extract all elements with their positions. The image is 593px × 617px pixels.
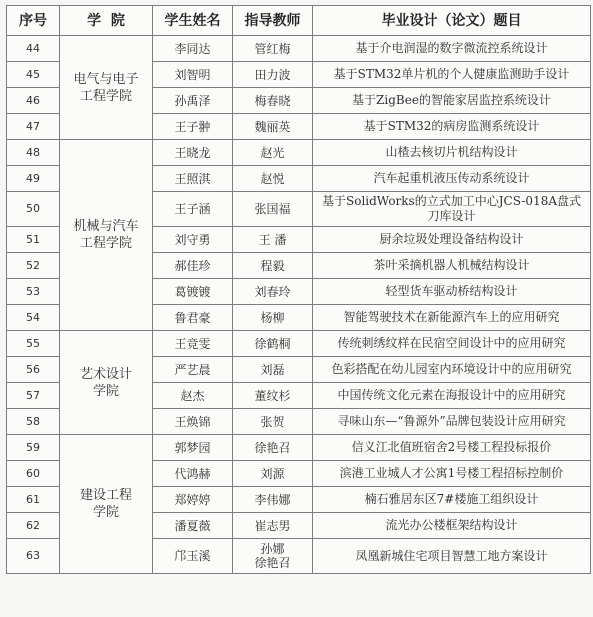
advisor-name: 杨柳 <box>233 305 313 331</box>
thesis-title: 楠石雅居东区7#楼施工组织设计 <box>313 487 591 513</box>
student-name: 潘夏薇 <box>153 513 233 539</box>
advisor-name: 徐艳召 <box>233 435 313 461</box>
thesis-title: 凤凰新城住宅项目智慧工地方案设计 <box>313 539 591 574</box>
advisor-name: 张国福 <box>233 192 313 227</box>
advisor-name: 田力波 <box>233 62 313 88</box>
student-name: 代鸿赫 <box>153 461 233 487</box>
row-number: 45 <box>7 62 60 88</box>
advisor-name: 董纹杉 <box>233 383 313 409</box>
thesis-title: 传统刺绣纹样在民宿空间设计中的应用研究 <box>313 331 591 357</box>
row-number: 50 <box>7 192 60 227</box>
thesis-title: 山楂去核切片机结构设计 <box>313 140 591 166</box>
thesis-title: 信义江北值班宿舍2号楼工程投标报价 <box>313 435 591 461</box>
advisor-name: 赵悦 <box>233 166 313 192</box>
row-number: 55 <box>7 331 60 357</box>
row-number: 51 <box>7 227 60 253</box>
advisor-name: 李伟娜 <box>233 487 313 513</box>
row-number: 52 <box>7 253 60 279</box>
row-number: 44 <box>7 36 60 62</box>
student-name: 鲁君豪 <box>153 305 233 331</box>
advisor-name: 赵光 <box>233 140 313 166</box>
student-name: 邝玉溪 <box>153 539 233 574</box>
student-name: 郭梦园 <box>153 435 233 461</box>
header-title: 毕业设计（论文）题目 <box>313 6 591 36</box>
student-name: 郝佳珍 <box>153 253 233 279</box>
thesis-title: 汽车起重机液压传动系统设计 <box>313 166 591 192</box>
thesis-title: 基于STM32单片机的个人健康监测助手设计 <box>313 62 591 88</box>
thesis-title: 基于ZigBee的智能家居监控系统设计 <box>313 88 591 114</box>
student-name: 赵杰 <box>153 383 233 409</box>
student-name: 王焕锦 <box>153 409 233 435</box>
college-cell: 电气与电子 工程学院 <box>60 36 153 140</box>
thesis-title: 轻型货车驱动桥结构设计 <box>313 279 591 305</box>
advisor-name: 王 潘 <box>233 227 313 253</box>
advisor-name: 魏丽英 <box>233 114 313 140</box>
student-name: 王照淇 <box>153 166 233 192</box>
header-student: 学生姓名 <box>153 6 233 36</box>
student-name: 葛镀镀 <box>153 279 233 305</box>
advisor-name: 程毅 <box>233 253 313 279</box>
row-number: 63 <box>7 539 60 574</box>
table-row <box>7 331 591 357</box>
row-number: 61 <box>7 487 60 513</box>
student-name: 郑婷婷 <box>153 487 233 513</box>
advisor-name: 刘源 <box>233 461 313 487</box>
student-name: 严艺晨 <box>153 357 233 383</box>
advisor-name: 刘春玲 <box>233 279 313 305</box>
student-name: 孙禹泽 <box>153 88 233 114</box>
row-number: 59 <box>7 435 60 461</box>
thesis-title: 基于STM32的病房监测系统设计 <box>313 114 591 140</box>
table-row <box>7 140 591 166</box>
college-cell: 机械与汽车 工程学院 <box>60 140 153 331</box>
advisor-name: 崔志男 <box>233 513 313 539</box>
row-number: 49 <box>7 166 60 192</box>
row-number: 57 <box>7 383 60 409</box>
student-name: 李同达 <box>153 36 233 62</box>
thesis-title: 流光办公楼框架结构设计 <box>313 513 591 539</box>
row-number: 46 <box>7 88 60 114</box>
advisor-name: 徐鹤桐 <box>233 331 313 357</box>
student-name: 刘智明 <box>153 62 233 88</box>
thesis-title: 中国传统文化元素在海报设计中的应用研究 <box>313 383 591 409</box>
advisor-name: 孙娜 徐艳召 <box>233 539 313 574</box>
student-name: 王子翀 <box>153 114 233 140</box>
thesis-title: 滨港工业城人才公寓1号楼工程招标控制价 <box>313 461 591 487</box>
row-number: 58 <box>7 409 60 435</box>
thesis-title: 基于SolidWorks的立式加工中心JCS-018A盘式刀库设计 <box>313 192 591 227</box>
advisor-name: 管红梅 <box>233 36 313 62</box>
table-row <box>7 435 591 461</box>
row-number: 62 <box>7 513 60 539</box>
college-cell: 艺术设计 学院 <box>60 331 153 435</box>
row-number: 56 <box>7 357 60 383</box>
advisor-name: 梅春晓 <box>233 88 313 114</box>
row-number: 48 <box>7 140 60 166</box>
advisor-name: 刘磊 <box>233 357 313 383</box>
thesis-topics-table <box>6 5 591 574</box>
thesis-title: 茶叶采摘机器人机械结构设计 <box>313 253 591 279</box>
college-cell: 建设工程 学院 <box>60 435 153 574</box>
table-row <box>7 36 591 62</box>
header-college: 学 院 <box>60 6 153 36</box>
thesis-title: 基于介电润湿的数字微流控系统设计 <box>313 36 591 62</box>
header-row <box>7 6 591 36</box>
row-number: 60 <box>7 461 60 487</box>
student-name: 刘守勇 <box>153 227 233 253</box>
row-number: 53 <box>7 279 60 305</box>
advisor-name: 张贺 <box>233 409 313 435</box>
header-seq: 序号 <box>7 6 60 36</box>
thesis-title: 智能驾驶技术在新能源汽车上的应用研究 <box>313 305 591 331</box>
student-name: 王竞雯 <box>153 331 233 357</box>
row-number: 54 <box>7 305 60 331</box>
thesis-title: 寻味山东—“鲁源外”品牌包装设计应用研究 <box>313 409 591 435</box>
student-name: 王子涵 <box>153 192 233 227</box>
row-number: 47 <box>7 114 60 140</box>
thesis-title: 色彩搭配在幼儿园室内环境设计中的应用研究 <box>313 357 591 383</box>
student-name: 王晓龙 <box>153 140 233 166</box>
header-advisor: 指导教师 <box>233 6 313 36</box>
thesis-title: 厨余垃圾处理设备结构设计 <box>313 227 591 253</box>
